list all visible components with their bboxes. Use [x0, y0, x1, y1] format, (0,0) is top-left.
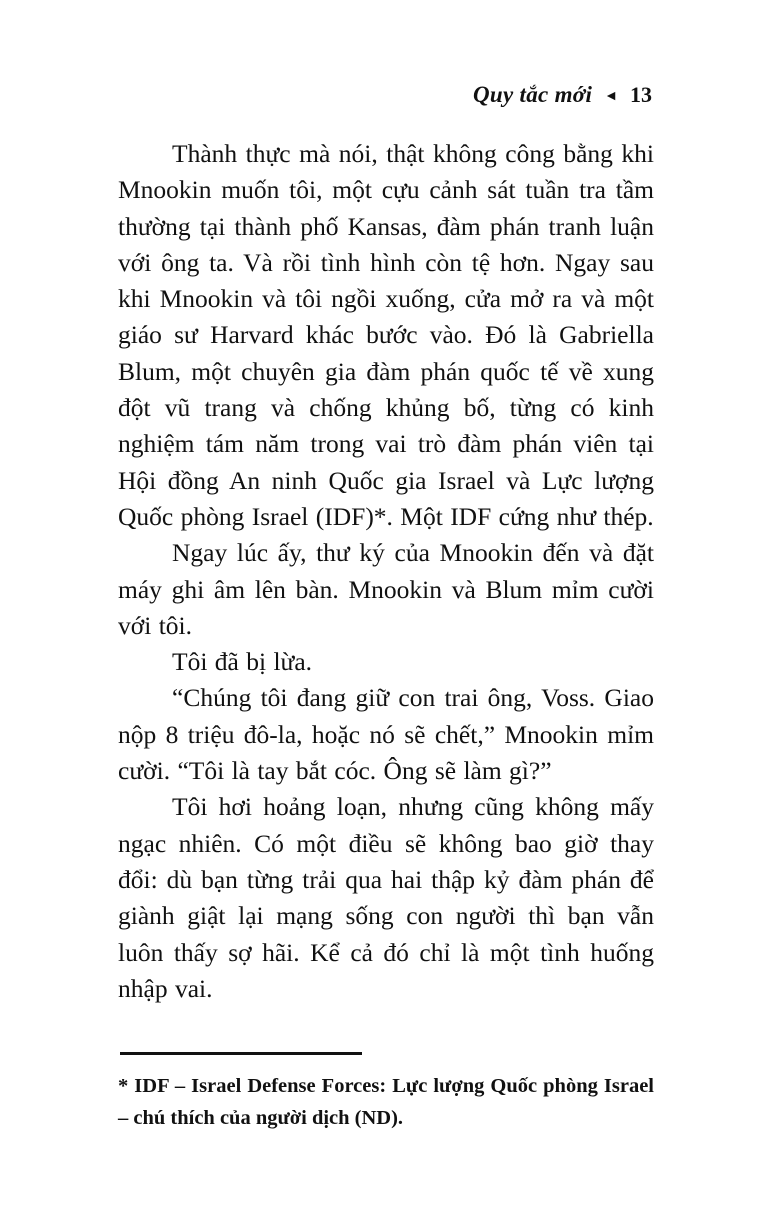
body-paragraph: Tôi hơi hoảng loạn, nhưng cũng không mấy ngạc nhiên. Có một điều sẽ không bao giờ thay đổi: dù bạn từng trải qua hai thập kỷ đàm phán để giành giật lại mạng sống con người thì bạn vẫn luôn thấy sợ hãi. Kể cả đó chỉ là một tình huống nhập vai. [118, 792, 654, 1003]
body-paragraph: Thành thực mà nói, thật không công bằng khi Mnookin muốn tôi, một cựu cảnh sát tuần tra tầm thường tại thành phố Kansas, đàm phán tranh luận với ông ta. Và rồi tình hình còn tệ hơn. Ngay sau khi Mnookin và tôi ngồi xuống, cửa mở ra và một giáo sư Harvard khác bước vào. Đó là Gabriella Blum, một chuyên gia đàm phán quốc tế về xung đột vũ trang và chống khủng bố, từng có kinh nghiệm tám năm trong vai trò đàm phán viên tại Hội đồng An ninh Quốc gia Israel và Lực lượng Quốc phòng Israel (IDF)*. Một IDF cứng như thép. [118, 139, 654, 531]
footnote-separator-rule [120, 1052, 362, 1055]
running-title: Quy tắc mới [473, 82, 593, 107]
body-text [118, 136, 654, 1007]
body-paragraph: Ngay lúc ấy, thư ký của Mnookin đến và đặt máy ghi âm lên bàn. Mnookin và Blum mỉm cười với tôi. [118, 538, 654, 640]
left-arrow-icon: ◄ [604, 89, 618, 104]
body-paragraph: Tôi đã bị lừa. [172, 647, 313, 677]
footnote-area [118, 1052, 654, 1134]
running-header [118, 82, 652, 108]
page-number: 13 [630, 82, 652, 107]
body-paragraph: “Chúng tôi đang giữ con trai ông, Voss. Giao nộp 8 triệu đô-la, hoặc nó sẽ chết,” Mnookin mỉm cười. “Tôi là tay bắt cóc. Ông sẽ làm gì?” [118, 683, 654, 786]
footnote-text: * IDF – Israel Defense Forces: Lực lượng Quốc phòng Israel – chú thích của người dịch (ND). [118, 1075, 654, 1129]
